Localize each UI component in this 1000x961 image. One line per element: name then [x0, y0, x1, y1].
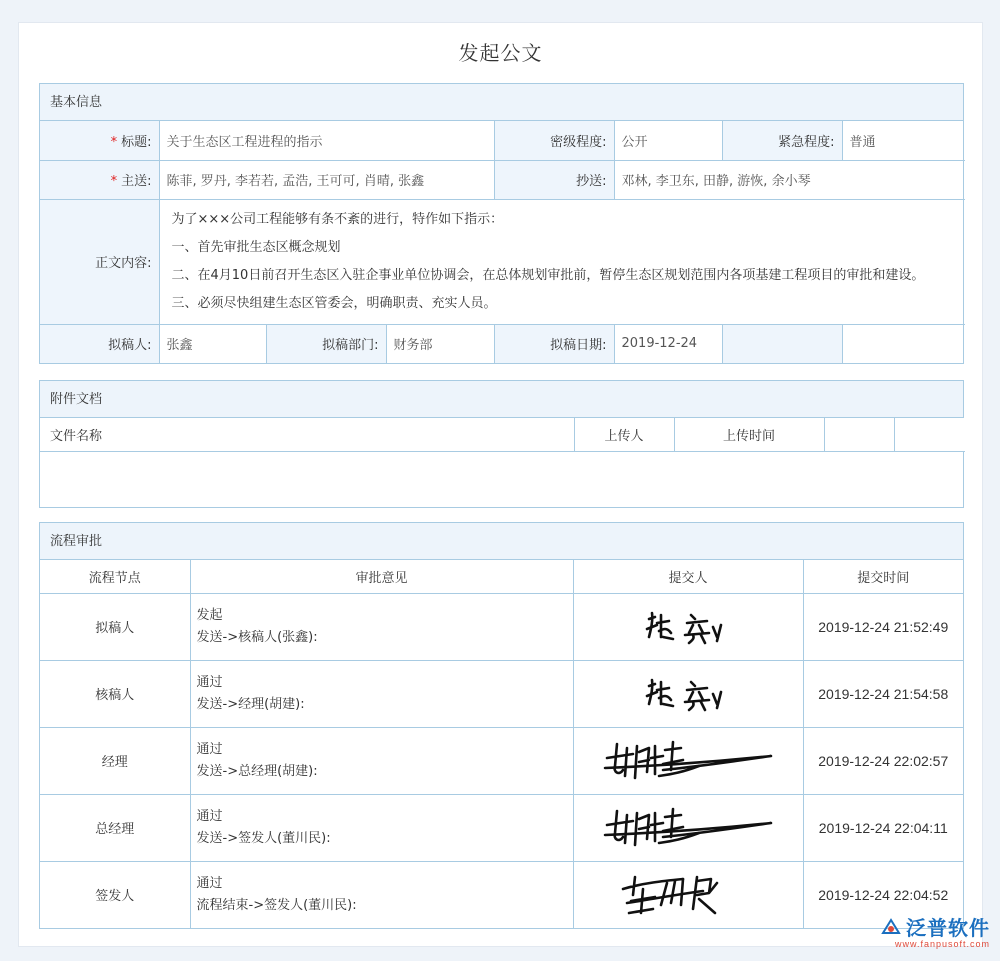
attachments-heading: 附件文档 — [40, 381, 963, 418]
opinion-action: 发送->签发人(董川民): — [196, 830, 331, 846]
drafter-field[interactable]: 张鑫 — [159, 324, 266, 363]
col-submit-time: 提交时间 — [803, 560, 963, 593]
col-submitter: 提交人 — [573, 560, 803, 593]
urgency-label: 紧急程度: — [722, 121, 842, 160]
empty-cell — [722, 324, 842, 363]
workflow-table — [40, 560, 963, 928]
table-row — [40, 660, 963, 727]
opinion-text: 发起 — [196, 607, 223, 623]
signature-hujian — [574, 795, 803, 861]
time-cell: 2019-12-24 21:54:58 — [803, 660, 963, 727]
opinion-text: 通过 — [196, 875, 223, 891]
empty-cell — [842, 324, 965, 363]
basic-info-table — [40, 121, 965, 363]
basic-info-section — [39, 83, 964, 364]
dept-label: 拟稿部门: — [266, 324, 386, 363]
col-file-name: 文件名称 — [40, 418, 574, 451]
opinion-text: 通过 — [196, 808, 223, 824]
body-line: 二、在4月10日前召开生态区入驻企事业单位协调会，在总体规划审批前，暂停生态区规划范围内各项基建工程项目的审批和建设。 — [171, 267, 925, 283]
attachments-table — [40, 418, 965, 452]
brand-logo — [880, 912, 990, 949]
page-title: 发起公文 — [458, 41, 543, 65]
drafter-label: 拟稿人: — [40, 324, 159, 363]
basic-info-heading: 基本信息 — [40, 84, 963, 121]
node-cell: 经理 — [40, 727, 190, 794]
table-row — [40, 794, 963, 861]
title-label: * 标题: — [40, 121, 159, 160]
col-uploader: 上传人 — [574, 418, 674, 451]
opinion-text: 通过 — [196, 741, 223, 757]
to-field[interactable]: 陈菲, 罗丹, 李若若, 孟浩, 王可可, 肖晴, 张鑫 — [159, 160, 494, 199]
attachments-empty-area — [40, 452, 963, 507]
signature-hujian — [574, 728, 803, 794]
signature-dongchuanmin — [574, 862, 803, 928]
workflow-section — [39, 522, 964, 929]
body-line: 一、首先审批生态区概念规划 — [171, 239, 341, 255]
col-upload-time: 上传时间 — [674, 418, 824, 451]
required-mark: * — [110, 174, 118, 189]
signature-cell — [573, 861, 803, 928]
opinion-action: 发送->经理(胡建): — [196, 696, 305, 712]
time-cell: 2019-12-24 22:02:57 — [803, 727, 963, 794]
opinion-cell — [190, 794, 573, 861]
title-field[interactable]: 关于生态区工程进程的指示 — [159, 121, 494, 160]
brand-name: 泛普软件 — [906, 916, 990, 940]
opinion-action: 流程结束->签发人(董川民): — [196, 897, 357, 913]
opinion-text: 通过 — [196, 674, 223, 690]
opinion-cell — [190, 861, 573, 928]
body-line: 为了×××公司工程能够有条不紊的进行，特作如下指示： — [171, 211, 504, 227]
secrecy-field[interactable]: 公开 — [614, 121, 722, 160]
time-cell: 2019-12-24 22:04:11 — [803, 794, 963, 861]
body-label: 正文内容: — [40, 199, 159, 324]
col-node: 流程节点 — [40, 560, 190, 593]
workflow-heading: 流程审批 — [40, 523, 963, 560]
body-line: 三、必须尽快组建生态区管委会，明确职责、充实人员。 — [171, 295, 497, 311]
signature-cell — [573, 727, 803, 794]
node-cell: 核稿人 — [40, 660, 190, 727]
urgency-field[interactable]: 普通 — [842, 121, 965, 160]
date-label: 拟稿日期: — [494, 324, 614, 363]
to-label: * 主送: — [40, 160, 159, 199]
node-cell: 拟稿人 — [40, 593, 190, 660]
document-card — [18, 22, 983, 947]
time-cell: 2019-12-24 21:52:49 — [803, 593, 963, 660]
node-cell: 签发人 — [40, 861, 190, 928]
time-cell: 2019-12-24 22:04:52 — [803, 861, 963, 928]
col-opinion: 审批意见 — [190, 560, 573, 593]
dept-field[interactable]: 财务部 — [386, 324, 494, 363]
attachments-section — [39, 380, 964, 508]
table-row — [40, 727, 963, 794]
col-empty — [894, 418, 965, 451]
brand-icon — [880, 917, 902, 937]
cc-field[interactable]: 邓林, 李卫东, 田静, 游恢, 余小琴 — [614, 160, 965, 199]
signature-zhangxin — [574, 661, 803, 727]
opinion-action: 发送->总经理(胡建): — [196, 763, 318, 779]
signature-zhangxin — [574, 594, 803, 660]
opinion-action: 发送->核稿人(张鑫): — [196, 629, 318, 645]
node-cell: 总经理 — [40, 794, 190, 861]
opinion-cell — [190, 593, 573, 660]
date-field[interactable]: 2019-12-24 — [614, 324, 722, 363]
cc-label: 抄送: — [494, 160, 614, 199]
signature-cell — [573, 660, 803, 727]
opinion-cell — [190, 660, 573, 727]
signature-cell — [573, 593, 803, 660]
table-row — [40, 593, 963, 660]
secrecy-label: 密级程度: — [494, 121, 614, 160]
opinion-cell — [190, 727, 573, 794]
required-mark: * — [110, 134, 118, 150]
signature-cell — [573, 794, 803, 861]
brand-url: www.fanpusoft.com — [894, 939, 990, 949]
body-field[interactable] — [159, 199, 965, 324]
table-row — [40, 861, 963, 928]
col-empty — [824, 418, 894, 451]
